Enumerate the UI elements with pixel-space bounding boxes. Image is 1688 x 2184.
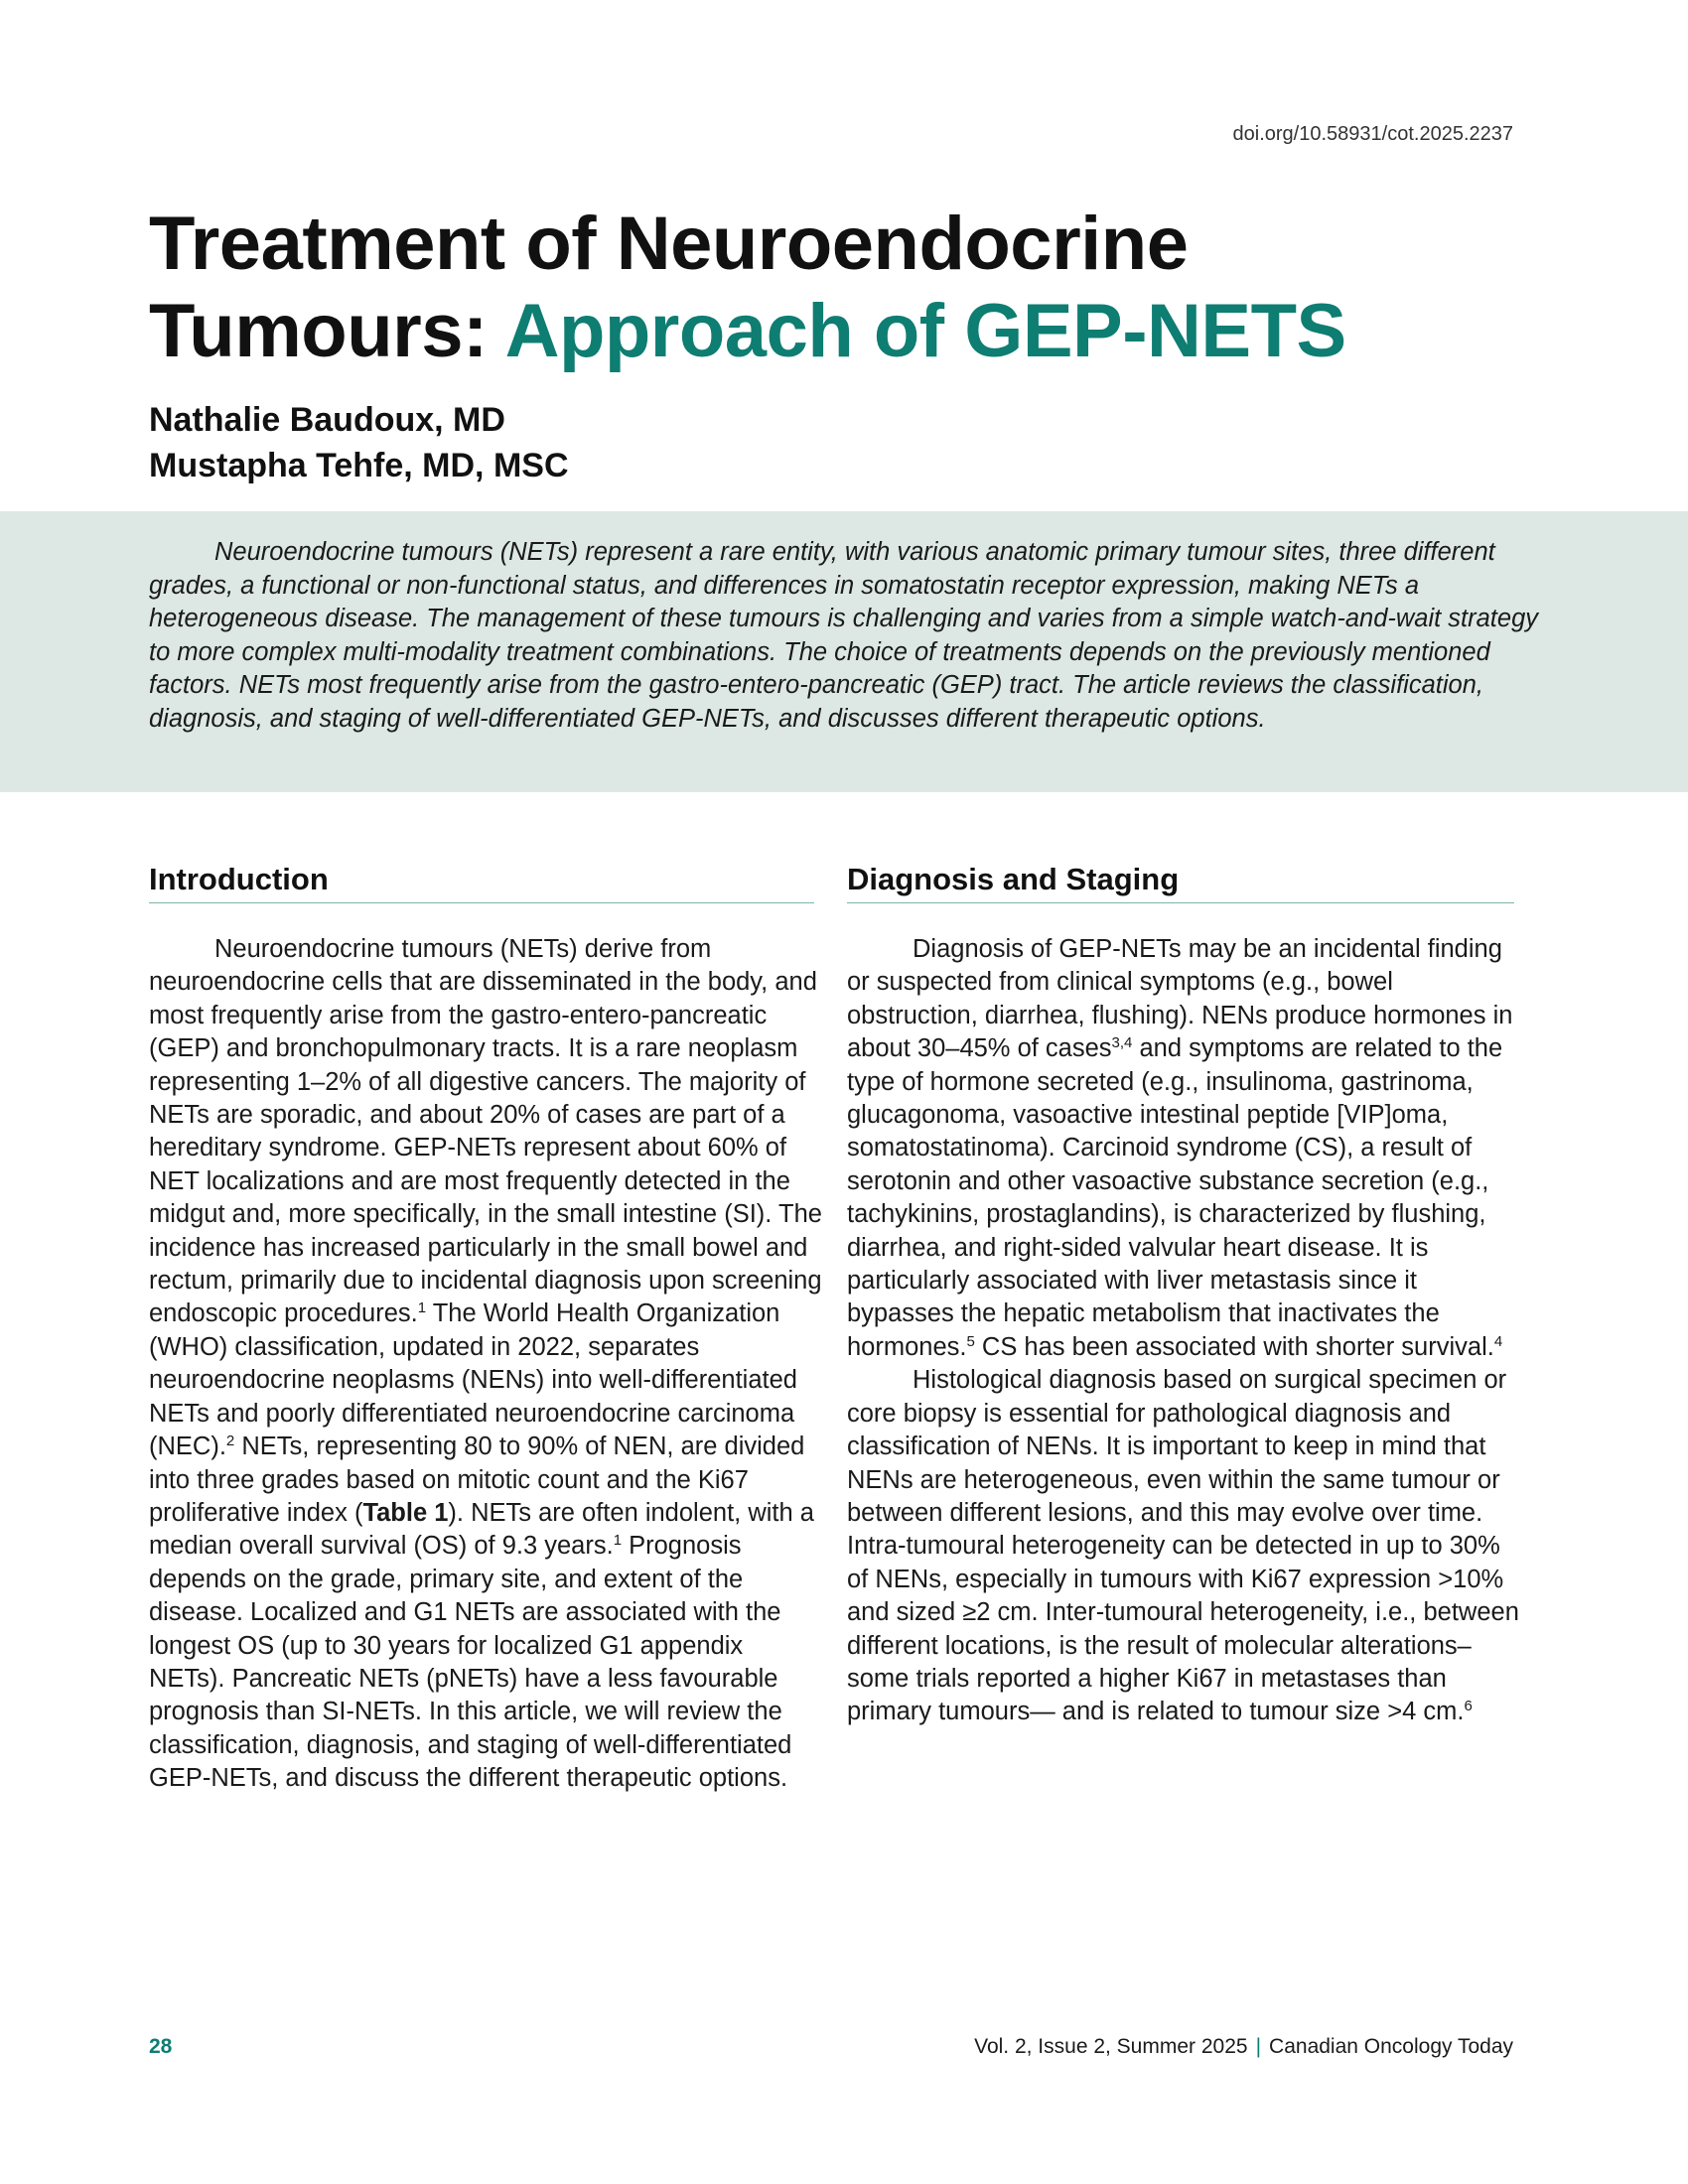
introduction-column: [149, 933, 824, 1796]
issue-label: Vol. 2, Issue 2, Summer 2025: [974, 2035, 1248, 2058]
text-run: ). NETs are often indolent, with a median overall survival (OS) of 9.3 years.: [149, 1498, 814, 1561]
title-line-1: Treatment of Neuroendocrine: [149, 202, 1189, 286]
text-run: Neuroendocrine tumours (NETs) derive from neuroendocrine cells that are disseminated in the body, and most frequently arise from the gastro-entero-pancreatic (GEP) and bronchopulmonary tracts. It is a rare neoplasm representing 1–2% of all digestive cancers. The majority of NETs are sporadic, and about 20% of cases are part of a hereditary syndrome. GEP-NETs represent about 60% of NET localizations and are most frequently detected in the midgut and, more specifically, in the small intestine (SI). The incidence has increased particularly in the small bowel and rectum, primarily due to incidental diagnosis upon screening endoscopic procedures.: [149, 935, 822, 1328]
doi-link[interactable]: doi.org/10.58931/cot.2025.2237: [1232, 123, 1513, 145]
text-run: Diagnosis of GEP-NETs may be an incidental finding or suspected from clinical symptoms (e.g., bowel obstruction, diarrhea, flushing). NENs produce hormones in about 30–45% of cases: [847, 935, 1513, 1063]
page-number: 28: [149, 2035, 173, 2058]
article-title: [149, 201, 1539, 375]
footer-issue-info: [974, 2033, 1513, 2061]
reference-marker[interactable]: 1: [613, 1532, 623, 1550]
reference-marker[interactable]: 3,4: [1111, 1034, 1133, 1052]
text-run: Prognosis depends on the grade, primary site, and extent of the disease. Localized and G1 NETs are associated with the longest OS (up to 30 years for localized G1 appendix NETs). Pancreatic NETs (pNETs) have a less favourable prognosis than SI-NETs. In this article, we will review the classification, diagnosis, and staging of well-differentiated GEP-NETs, and discuss the different therapeutic options.: [149, 1532, 792, 1793]
abstract-text: Neuroendocrine tumours (NETs) represent a rare entity, with various anatomic primary tumour sites, three different grades, a functional or non-functional status, and differences in somatostatin receptor expression, making NETs a heterogeneous disease. The management of these tumours is challenging and varies from a simple watch-and-wait strategy to more complex multi-modality treatment combinations. The choice of treatments depends on the previously mentioned factors. NETs most frequently arise from the gastro-entero-pancreatic (GEP) tract. The article reviews the classification, diagnosis, and staging of well-differentiated GEP-NETs, and discusses different therapeutic options.: [149, 538, 1539, 733]
diagnosis-column: [847, 933, 1522, 1729]
footer-separator: |: [1255, 2035, 1262, 2058]
text-run: CS has been associated with shorter survival.: [974, 1332, 1494, 1361]
reference-marker[interactable]: 2: [225, 1433, 235, 1450]
title-line-2-prefix: Tumours:: [149, 289, 505, 373]
reference-marker[interactable]: 4: [1493, 1332, 1503, 1350]
author-list: [149, 397, 569, 488]
section-divider: [847, 902, 1514, 903]
reference-marker[interactable]: 6: [1464, 1698, 1473, 1715]
diagnosis-paragraph: [847, 933, 1522, 1364]
journal-name: Canadian Oncology Today: [1269, 2035, 1513, 2058]
title-line-2-accent: Approach of GEP-NETS: [504, 289, 1346, 373]
diagnosis-paragraph: [847, 1364, 1522, 1728]
text-run: Histological diagnosis based on surgical specimen or core biopsy is essential for pathological diagnosis and classification of NENs. It is important to keep in mind that NENs are heterogeneous, even within the same tumour or between different lesions, and this may evolve over time. Intra-tumoural heterogeneity can be detected in up to 30% of NENs, especially in tumours with Ki67 expression >10% and sized ≥2 cm. Inter-tumoural heterogeneity, i.e., between different locations, is the result of molecular alterations–some trials reported a higher Ki67 in metastases than primary tumours— and is related to tumour size >4 cm.: [847, 1366, 1519, 1726]
text-run: and symptoms are related to the type of hormone secreted (e.g., insulinoma, gastrinoma, glucagonoma, vasoactive intestinal peptide [VIP]oma, somatostatinoma). Carcinoid syndrome (CS), a result of serotonin and other vasoactive substance secretion (e.g., tachykinins, prostaglandins), is characterized by flushing, diarrhea, and right-sided valvular heart disease. It is particularly associated with liver metastasis since it bypasses the hepatic metabolism that inactivates the hormones.: [847, 1034, 1503, 1361]
section-heading-introduction: Introduction: [149, 862, 329, 896]
text-run: The World Health Organization (WHO) classification, updated in 2022, separates neuroendocrine neoplasms (NENs) into well-differentiated NETs and poorly differentiated neuroendocrine carcinoma (NEC).: [149, 1299, 797, 1461]
author-name: Mustapha Tehfe, MD, MSC: [149, 447, 569, 484]
author-name: Nathalie Baudoux, MD: [149, 401, 505, 439]
reference-marker[interactable]: 5: [966, 1332, 975, 1350]
introduction-paragraph: [149, 933, 824, 1796]
section-heading-diagnosis: Diagnosis and Staging: [847, 862, 1180, 896]
reference-marker[interactable]: 1: [417, 1299, 427, 1317]
table-reference[interactable]: Table 1: [362, 1498, 449, 1527]
section-divider: [149, 902, 814, 903]
text-run: NETs, representing 80 to 90% of NEN, are divided into three grades based on mitotic count and the Ki67 proliferative index (: [149, 1433, 805, 1527]
